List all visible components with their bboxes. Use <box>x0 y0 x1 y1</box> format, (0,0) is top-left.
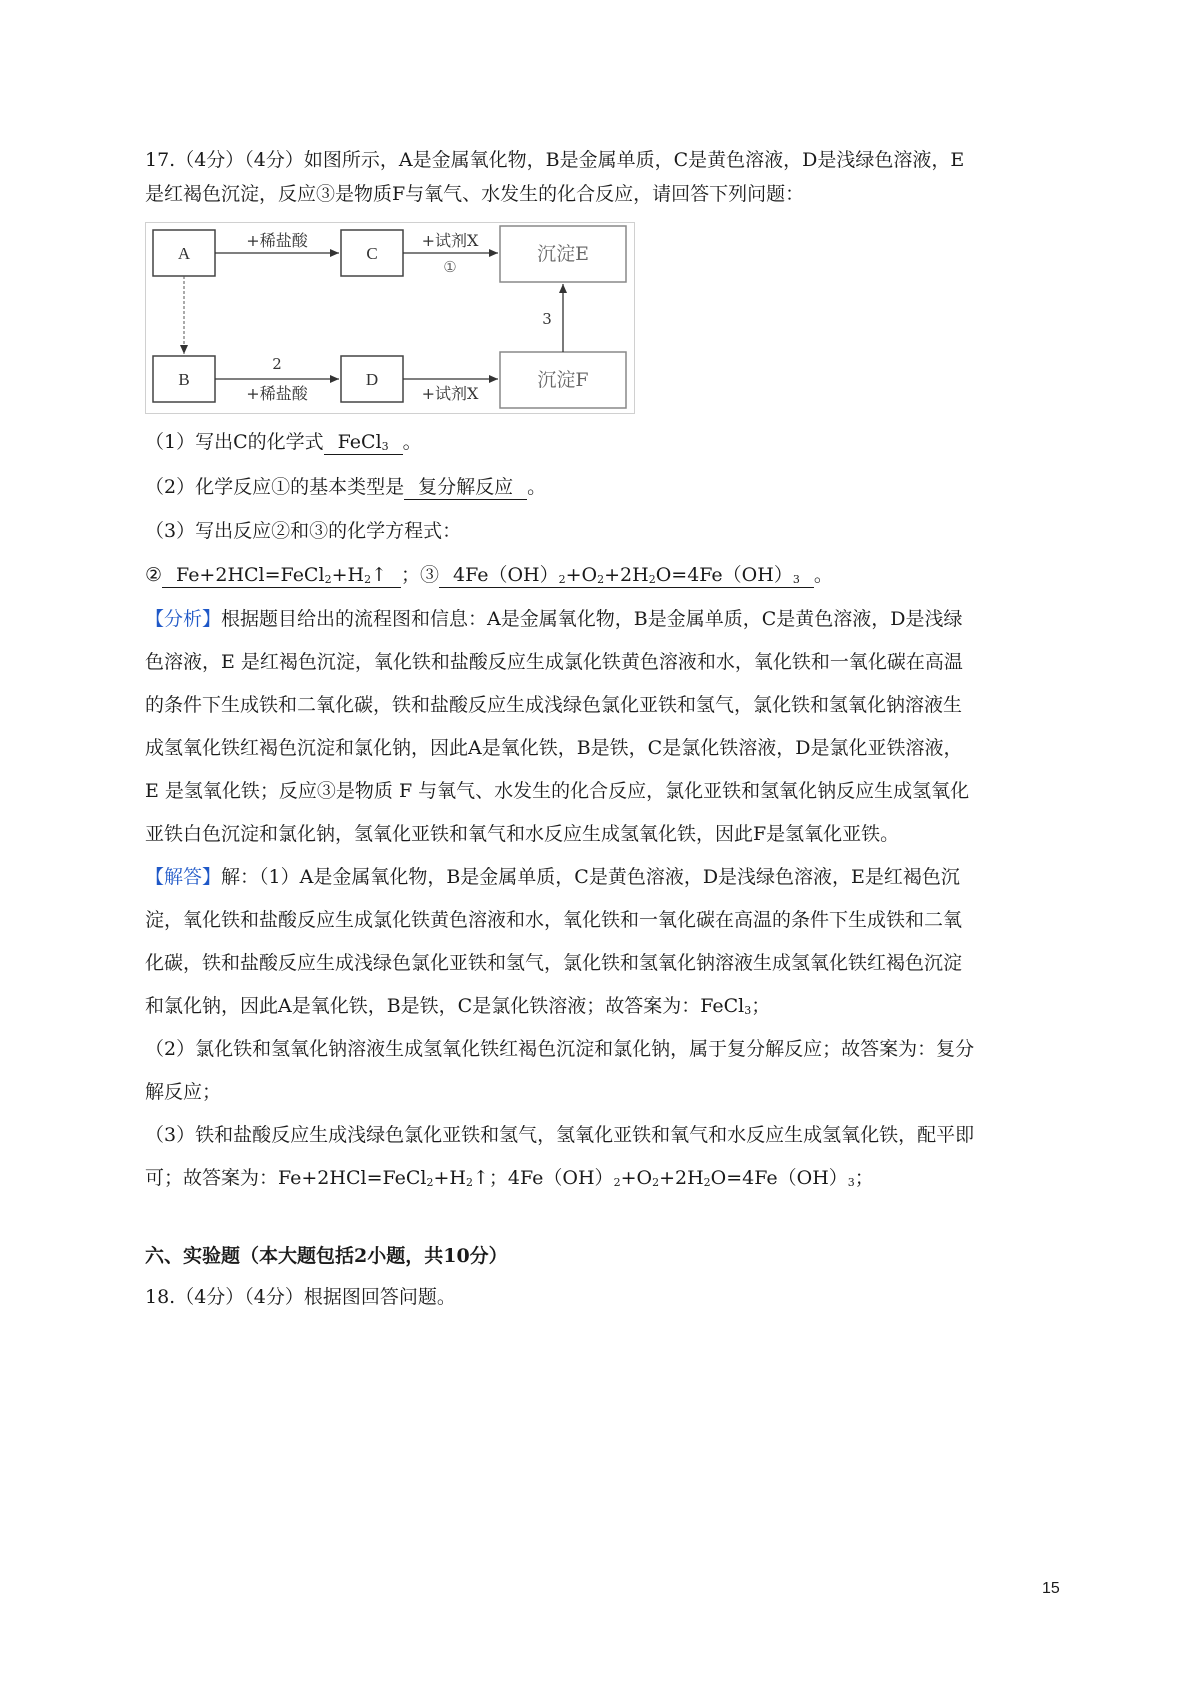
solution-sub: 3 <box>744 1004 752 1017</box>
arrow-c-e-label: +试剂X <box>421 231 479 250</box>
solution-text: +O <box>620 1167 653 1189</box>
solution-text: ↑；4Fe（OH） <box>473 1167 614 1189</box>
eq3-sub: 3 <box>792 573 800 586</box>
q17-part1-answer-main: FeCl <box>337 431 382 453</box>
q17-part3: （3）写出反应②和③的化学方程式： <box>145 520 462 542</box>
page-number: 15 <box>1042 1580 1060 1597</box>
section6-heading: 六、实验题（本大题包括2小题，共10分） <box>145 1245 508 1267</box>
solution-line6: 解反应； <box>145 1081 222 1103</box>
arrow-b-d-label: +稀盐酸 <box>246 384 308 403</box>
solution-line3: 化碳，铁和盐酸反应生成浅绿色氯化亚铁和氢气，氯化铁和氢氧化钠溶液生成氢氧化铁红褐色沉淀 <box>145 952 963 974</box>
eq-end: 。 <box>813 564 833 586</box>
eq-separator: ；③ <box>400 564 439 586</box>
box-c-label: C <box>366 244 378 263</box>
solution-text: ； <box>751 995 771 1017</box>
q17-equations <box>145 561 833 589</box>
eq2-part: +H <box>331 564 365 586</box>
solution-sub: 2 <box>652 1176 660 1189</box>
eq3-part: +2H <box>604 564 649 586</box>
q17-part2-prefix: （2）化学反应①的基本类型是 <box>145 476 405 498</box>
box-d-label: D <box>365 370 379 389</box>
solution-line8 <box>145 1164 874 1192</box>
analysis-line6: 亚铁白色沉淀和氯化钠，氢氧化亚铁和氧气和水反应生成氢氧化铁，因此F是氢氧化亚铁。 <box>145 823 900 845</box>
eq3-sub: 2 <box>558 573 566 586</box>
eq2-part: ↑ <box>371 564 387 586</box>
solution-sub: 2 <box>466 1176 474 1189</box>
arrow-a-c-label: +稀盐酸 <box>246 231 308 250</box>
box-a-label: A <box>177 244 191 263</box>
q17-part1-answer <box>324 430 403 455</box>
q17-part1-answer-sub: 3 <box>381 440 389 453</box>
q17-part2-suffix: 。 <box>527 476 547 498</box>
eq2-sub: 2 <box>324 573 332 586</box>
q18-stem: 18.（4分）（4分）根据图回答问题。 <box>145 1286 456 1308</box>
box-b-label: B <box>178 370 190 389</box>
eq3-answer <box>439 563 814 588</box>
solution-text: +2H <box>659 1167 704 1189</box>
box-e-label: 沉淀E <box>537 243 589 265</box>
solution-line4 <box>145 992 770 1020</box>
arrow-d-f-label: +试剂X <box>421 384 479 403</box>
arrow-c-e-number: ① <box>443 258 457 276</box>
solution-line2: 淀，氧化铁和盐酸反应生成氯化铁黄色溶液和水，氧化铁和一氧化碳在高温的条件下生成铁和二氧 <box>145 909 963 931</box>
analysis-tag: 【分析】 <box>145 608 222 630</box>
eq2-part: Fe+2HCl=FeCl <box>176 564 325 586</box>
eq3-sub: 2 <box>597 573 605 586</box>
solution-text: O=4Fe（OH） <box>710 1167 848 1189</box>
eq3-sub: 2 <box>648 573 656 586</box>
q17-part1 <box>145 428 422 456</box>
box-f-label: 沉淀F <box>537 369 589 391</box>
solution-text: 解：（1）A是金属氧化物，B是金属单质，C是黄色溶液，D是浅绿色溶液，E是红褐色沉 <box>221 866 960 888</box>
solution-sub: 2 <box>426 1176 434 1189</box>
solution-text: 可；故答案为：Fe+2HCl=FeCl <box>145 1167 427 1189</box>
q17-stem-line1: 17.（4分）（4分）如图所示，A是金属氧化物，B是金属单质，C是黄色溶液，D是浅绿色溶液，E <box>145 149 965 171</box>
analysis-line4: 成氢氧化铁红褐色沉淀和氯化钠，因此A是氧化铁，B是铁，C是氯化铁溶液，D是氯化亚铁溶液， <box>145 737 963 759</box>
eq2-sub: 2 <box>364 573 372 586</box>
analysis-line2: 色溶液，E 是红褐色沉淀，氧化铁和盐酸反应生成氯化铁黄色溶液和水，氧化铁和一氧化碳在高温 <box>145 651 963 673</box>
analysis-text: 根据题目给出的流程图和信息：A是金属氧化物，B是金属单质，C是黄色溶液，D是浅绿 <box>221 608 963 630</box>
solution-sub: 2 <box>703 1176 711 1189</box>
solution-sub: 3 <box>847 1176 855 1189</box>
analysis-line3: 的条件下生成铁和二氧化碳，铁和盐酸反应生成浅绿色氯化亚铁和氢气，氯化铁和氢氧化钠溶液生 <box>145 694 963 716</box>
flow-diagram <box>145 222 635 414</box>
solution-text: +H <box>433 1167 467 1189</box>
q17-part2-answer: 复分解反应 <box>404 475 527 500</box>
arrow-f-e-number: 3 <box>542 310 552 328</box>
solution-sub: 2 <box>613 1176 621 1189</box>
arrow-b-d-number: 2 <box>272 355 282 373</box>
eq3-part: O=4Fe（OH） <box>655 564 793 586</box>
solution-line7: （3）铁和盐酸反应生成浅绿色氯化亚铁和氢气，氢氧化亚铁和氧气和水反应生成氢氧化铁，配平即 <box>145 1124 975 1146</box>
eq2-label: ② <box>145 564 163 586</box>
eq3-part: 4Fe（OH） <box>453 564 559 586</box>
q17-part1-prefix: （1）写出C的化学式 <box>145 431 324 453</box>
solution-tag: 【解答】 <box>145 866 222 888</box>
eq3-part: +O <box>565 564 598 586</box>
solution-text: 和氯化钠，因此A是氧化铁，B是铁，C是氯化铁溶液；故答案为：FeCl <box>145 995 745 1017</box>
q17-part2 <box>145 473 546 501</box>
solution-line5: （2）氯化铁和氢氧化钠溶液生成氢氧化铁红褐色沉淀和氯化钠，属于复分解反应；故答案为：复分 <box>145 1038 975 1060</box>
solution-line1 <box>145 863 960 891</box>
solution-text: ； <box>854 1167 874 1189</box>
eq2-answer <box>162 563 401 588</box>
analysis-line1 <box>145 605 962 633</box>
q17-part1-suffix: 。 <box>402 431 422 453</box>
analysis-line5: E 是氢氧化铁；反应③是物质 F 与氧气、水发生的化合反应，氯化亚铁和氢氧化钠反应生成氢氧化 <box>145 780 970 802</box>
q17-stem-line2: 是红褐色沉淀，反应③是物质F与氧气、水发生的化合反应，请回答下列问题： <box>145 183 805 205</box>
